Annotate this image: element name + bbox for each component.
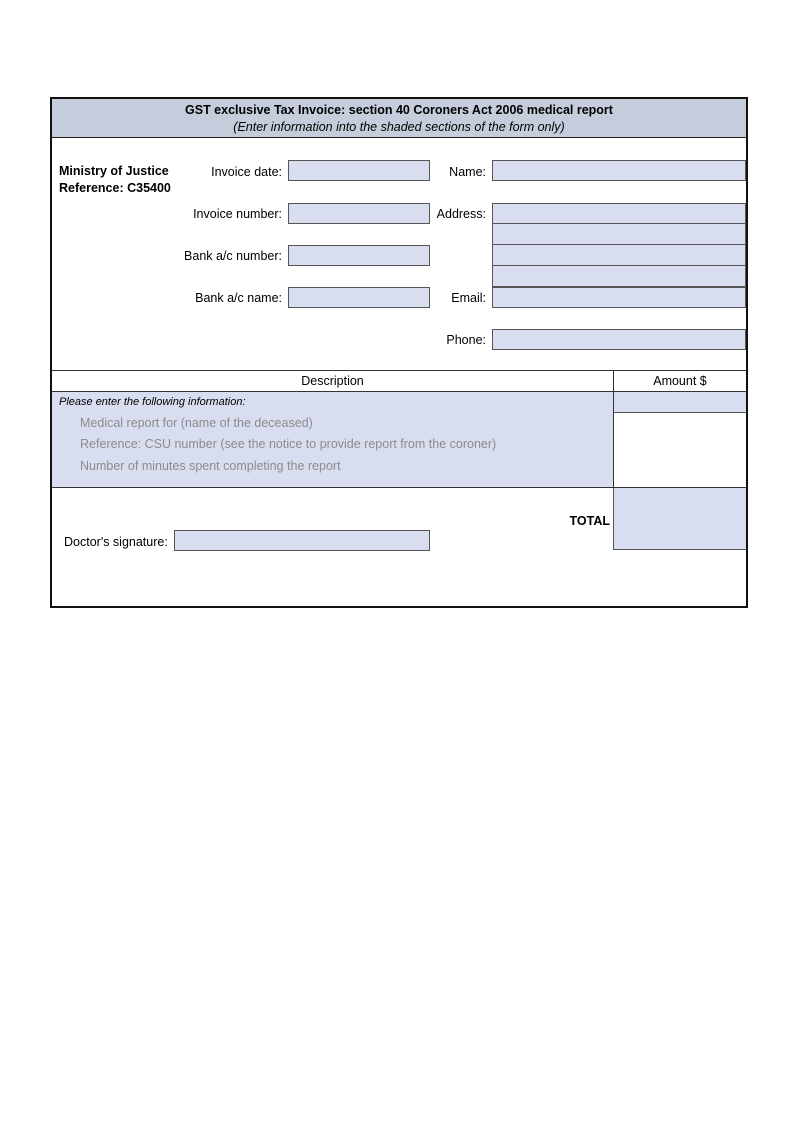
phone-label: Phone:: [446, 333, 486, 347]
signature-label: Doctor's signature:: [64, 535, 168, 549]
table-top-rule: [52, 370, 746, 371]
info-prompt: Please enter the following information:: [59, 396, 246, 408]
invoice-date-label: Invoice date:: [211, 165, 282, 179]
invoice-form: [50, 97, 748, 608]
form-title: GST exclusive Tax Invoice: section 40 Coroners Act 2006 medical report: [185, 103, 613, 117]
hint-minutes: Number of minutes spent completing the report: [80, 459, 341, 473]
invoice-number-label: Invoice number:: [193, 207, 282, 221]
address-line-1[interactable]: [492, 203, 746, 224]
email-field[interactable]: [492, 287, 746, 308]
org-name: Ministry of Justice: [59, 164, 169, 178]
description-header: Description: [301, 374, 364, 388]
name-label: Name:: [449, 165, 486, 179]
form-subtitle: (Enter information into the shaded sections of the form only): [233, 120, 565, 134]
invoice-number-field[interactable]: [288, 203, 430, 224]
form-header: [52, 99, 746, 138]
org-reference: Reference: C35400: [59, 181, 171, 195]
total-label: TOTAL: [569, 514, 610, 528]
hint-csu-reference: Reference: CSU number (see the notice to provide report from the coroner): [80, 437, 497, 451]
phone-field[interactable]: [492, 329, 746, 350]
name-field[interactable]: [492, 160, 746, 181]
email-label: Email:: [451, 291, 486, 305]
bank-name-label: Bank a/c name:: [195, 291, 282, 305]
address-label: Address:: [436, 207, 486, 221]
bank-number-label: Bank a/c number:: [184, 249, 282, 263]
bank-number-field[interactable]: [288, 245, 430, 266]
signature-field[interactable]: [174, 530, 430, 551]
address-line-2[interactable]: [492, 224, 746, 245]
amount-header: Amount $: [653, 374, 707, 388]
address-line-3[interactable]: [492, 245, 746, 266]
invoice-date-field[interactable]: [288, 160, 430, 181]
hint-deceased-name: Medical report for (name of the deceased): [80, 416, 313, 430]
total-field[interactable]: [613, 488, 746, 550]
bank-name-field[interactable]: [288, 287, 430, 308]
address-line-4[interactable]: [492, 266, 746, 287]
amount-field[interactable]: [614, 392, 746, 413]
